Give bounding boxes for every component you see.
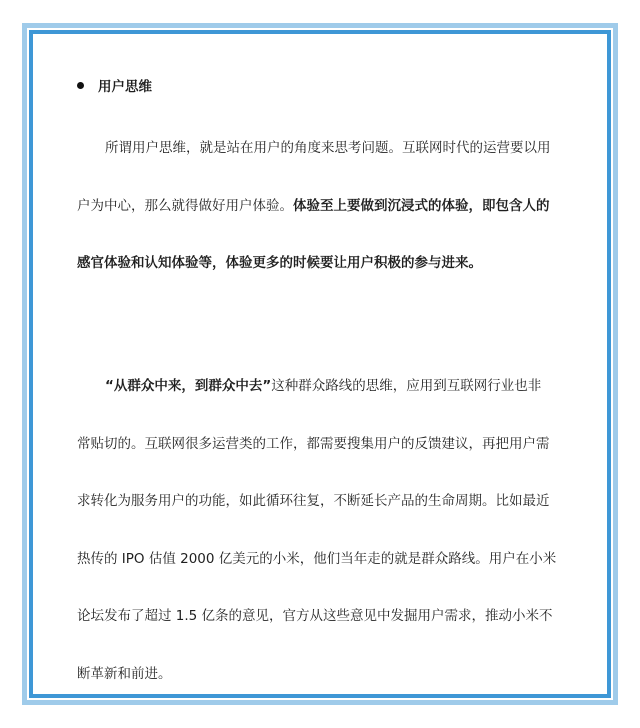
inner-frame — [29, 30, 611, 698]
paragraph-line — [77, 358, 563, 416]
line-text: 户为中心，那么就得做好用户体验。 — [77, 197, 293, 214]
section-heading-text: 用户思维 — [98, 79, 152, 95]
line-text: 这种群众路线的思维，应用到互联网行业也非 — [271, 378, 542, 394]
paragraph-line — [77, 120, 563, 178]
paragraph-mass-line — [77, 358, 563, 703]
paragraph-line — [77, 588, 563, 646]
paragraph-line — [77, 646, 563, 704]
paragraph-line — [77, 235, 563, 293]
section-heading — [77, 77, 152, 97]
line-text: 所谓用户思维，就是站在用户的角度来思考问题。互联网时代的运营要以用 — [105, 140, 551, 156]
line-bold-text: 体验至上要做到沉浸式的体验，即包含人的 — [293, 197, 550, 214]
outer-frame — [22, 23, 618, 705]
paragraph-line — [77, 416, 563, 474]
line-text: 论坛发布了超过 1.5 亿条的意见，官方从这些意见中发掘用户需求，推动小米不 — [77, 608, 553, 624]
paragraph-line — [77, 178, 563, 236]
line-bold-text: “从群众中来，到群众中去” — [105, 378, 272, 394]
paragraph-line — [77, 531, 563, 589]
line-text: 断革新和前进。 — [77, 665, 172, 682]
bullet-icon — [77, 82, 84, 89]
paragraph-line — [77, 473, 563, 531]
line-text: 求转化为服务用户的功能，如此循环往复，不断延长产品的生命周期。比如最近 — [77, 493, 550, 509]
line-text: 常贴切的。互联网很多运营类的工作，都需要搜集用户的反馈建议，再把用户需 — [77, 435, 550, 452]
paragraph-user-thinking — [77, 120, 563, 293]
line-text: 热传的 IPO 估值 2000 亿美元的小米，他们当年走的就是群众路线。用户在小米 — [77, 550, 557, 567]
line-bold-text: 感官体验和认知体验等，体验更多的时候要让用户积极的参与进来。 — [77, 255, 482, 271]
